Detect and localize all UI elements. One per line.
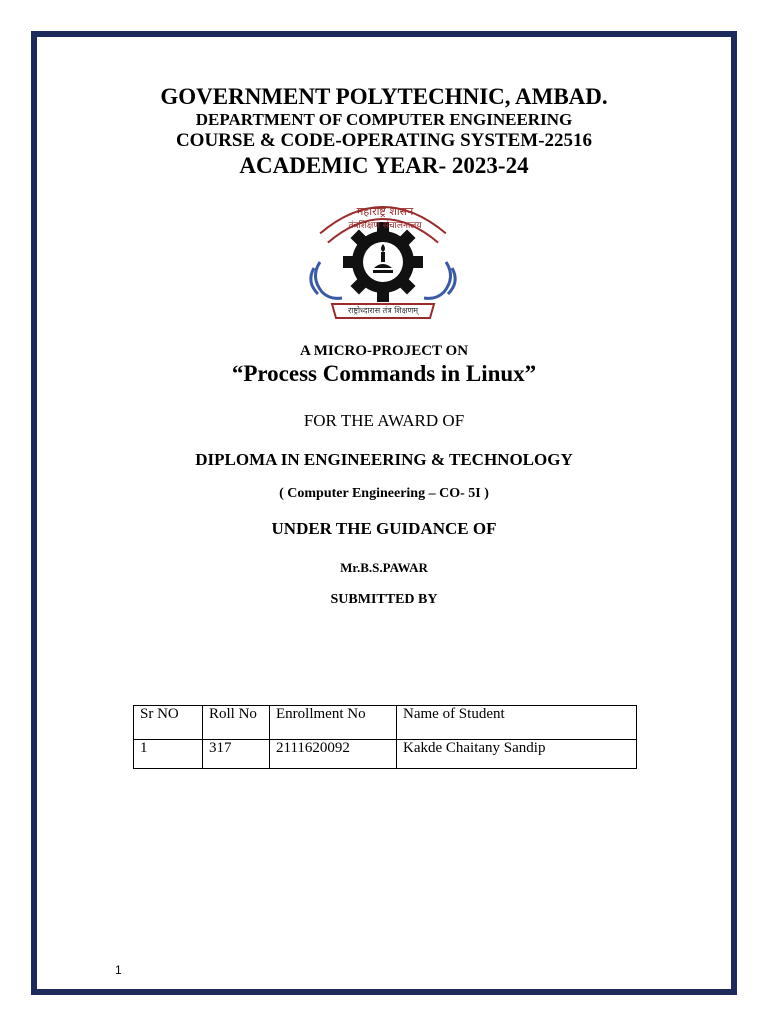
cell-student-name: Kakde Chaitany Sandip xyxy=(397,740,637,769)
academic-year: ACADEMIC YEAR- 2023-24 xyxy=(239,153,529,178)
page-number: 1 xyxy=(115,963,122,977)
col-sr-no: Sr NO xyxy=(134,706,203,740)
cell-enrollment-no: 2111620092 xyxy=(270,740,397,769)
micro-project-intro: A MICRO-PROJECT ON xyxy=(299,343,469,359)
guidance-label: UNDER THE GUIDANCE OF xyxy=(271,519,497,538)
submitted-by-label: SUBMITTED BY xyxy=(330,592,438,607)
col-enrollment-no: Enrollment No xyxy=(270,706,397,740)
table-row xyxy=(134,740,637,769)
institute-name: GOVERNMENT POLYTECHNIC, AMBAD. xyxy=(160,84,608,109)
table-header-row xyxy=(134,706,637,740)
guide-name: Mr.B.S.PAWAR xyxy=(340,560,428,575)
col-student-name: Name of Student xyxy=(397,706,637,740)
student-table xyxy=(133,705,637,769)
cell-sr-no: 1 xyxy=(134,740,203,769)
project-title: “Process Commands in Linux” xyxy=(231,361,537,386)
logo-banner-text: राष्ट्रोध्दारास तंत्र शिक्षणम् xyxy=(347,306,419,315)
course-code: COURSE & CODE-OPERATING SYSTEM-22516 xyxy=(175,130,593,151)
col-roll-no: Roll No xyxy=(203,706,270,740)
logo-arc-text: तंत्रशिक्षण संचालनालय xyxy=(348,221,422,231)
institution-logo xyxy=(302,192,464,328)
branch-name: ( Computer Engineering – CO- 5I ) xyxy=(279,486,489,501)
award-line: FOR THE AWARD OF xyxy=(303,411,465,430)
logo-top-text: महाराष्ट्र शासन xyxy=(356,205,414,218)
department-name: DEPARTMENT OF COMPUTER ENGINEERING xyxy=(195,110,573,129)
diploma-name: DIPLOMA IN ENGINEERING & TECHNOLOGY xyxy=(195,450,573,469)
cell-roll-no: 317 xyxy=(203,740,270,769)
